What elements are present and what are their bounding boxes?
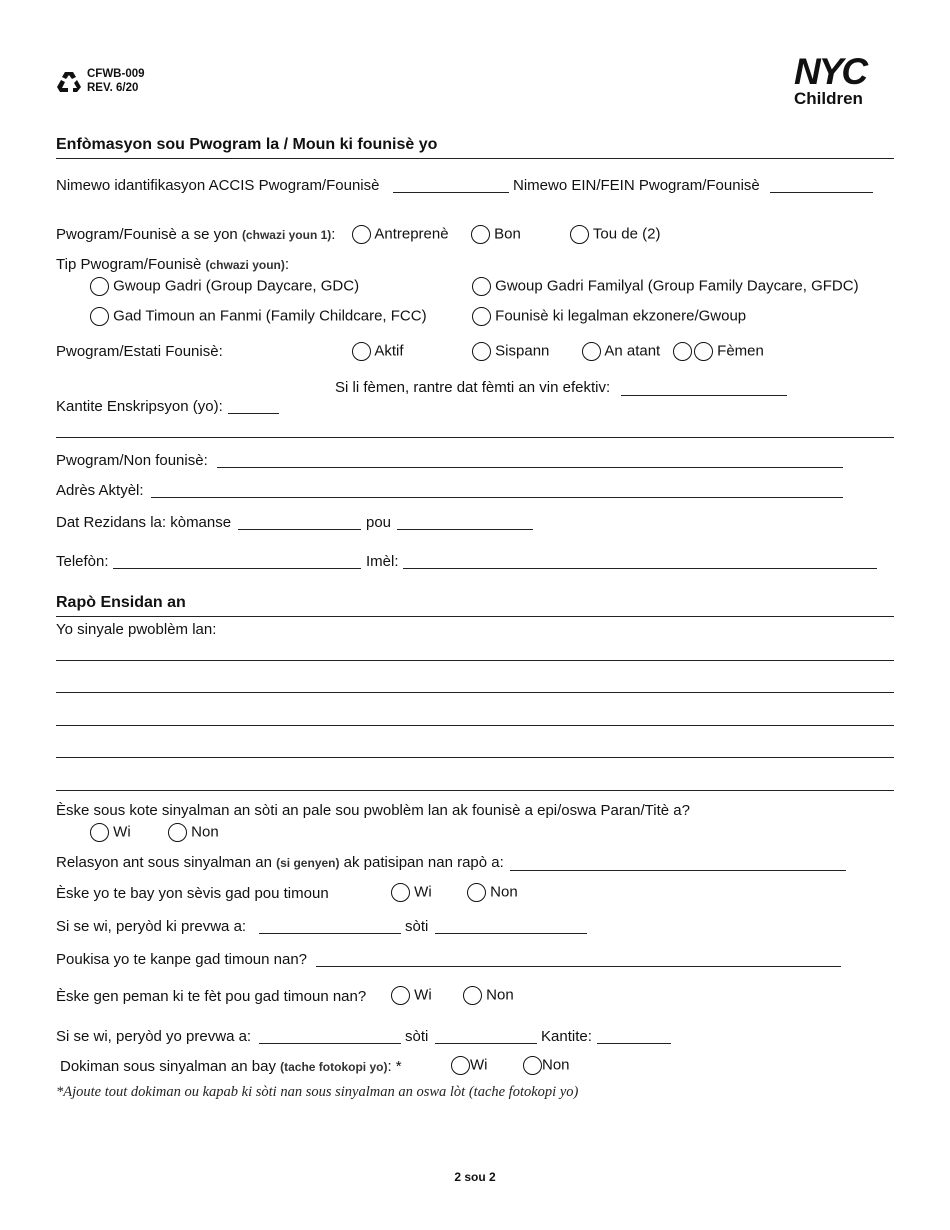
relation-label [56,854,504,871]
docs-yes-option[interactable] [451,1056,488,1075]
radio-icon[interactable] [471,225,490,244]
relation-hint: (si genyen) [276,856,340,870]
phone-label: Telefòn: [56,553,109,570]
status-option-suspended[interactable] [472,342,549,361]
radio-icon[interactable] [391,986,410,1005]
status-option-label: Aktif [374,342,404,360]
problem-line-5[interactable] [56,790,894,791]
parent-yes-option[interactable] [90,823,131,842]
provider-type-text: Pwogram/Founisè a se yon [56,226,238,243]
docs-hint: (tache fotokopi yo) [280,1060,388,1074]
no-label: Non [191,823,219,841]
status-option-label: Sispann [495,342,550,360]
radio-icon[interactable] [168,823,187,842]
provider-tip-colon: : [284,256,290,273]
radio-icon[interactable] [90,277,109,296]
radio-icon[interactable] [352,225,371,244]
section-title-program-info: Enfòmasyon sou Pwogram la / Moun ki founisè yo [56,136,438,153]
period-end-field[interactable] [435,933,587,934]
paid-period-end-field[interactable] [435,1043,537,1044]
provider-type-hint: (chwazi youn 1) [241,228,332,242]
provider-name-label: Pwogram/Non founisè: [56,452,208,469]
section-divider [56,437,894,438]
section-divider [56,616,894,617]
no-label: Non [486,986,514,1004]
residence-label: Dat Rezidans la: kòmanse [56,514,232,531]
service-question: Èske yo te bay yon sèvis gad pou timoun [56,885,329,902]
footnote: *Ajoute tout dokiman ou kapab ki sòti nan sous sinyalman an oswa lòt (tache fotokopi yo) [56,1084,579,1100]
type-option-entrepreneur[interactable] [352,225,449,244]
radio-icon[interactable] [582,342,601,361]
provider-tip-hint: (chwazi youn) [205,258,285,272]
residence-start-field[interactable] [238,529,361,530]
docs-label [60,1058,402,1075]
status-option-pending[interactable] [582,342,660,361]
radio-icon[interactable] [90,823,109,842]
type-option-label: Bon [494,225,521,243]
tip-option-label: Gwoup Gadri Familyal (Group Family Daycare, GFDC) [495,277,859,295]
radio-icon[interactable] [467,883,486,902]
period-label: Si se wi, peryòd ki prevwa a: [56,918,247,935]
radio-icon[interactable] [523,1056,542,1075]
amount-label: Kantite: [541,1028,592,1045]
radio-icon[interactable] [352,342,371,361]
ein-label: Nimewo EIN/FEIN Pwogram/Founisè [513,177,760,194]
type-option-label: Tou de (2) [592,225,661,243]
type-option-both[interactable] [570,225,660,244]
provider-name-field[interactable] [217,467,843,468]
radio-icon[interactable] [391,883,410,902]
parent-no-option[interactable] [168,823,219,842]
payment-question: Èske gen peman ki te fèt pou gad timoun nan? [56,988,367,1005]
closed-date-label: Si li fèmen, rantre dat fèmti an vin efektiv: [335,379,611,396]
tip-option-exempt[interactable] [472,307,746,326]
status-option-active[interactable] [352,342,404,361]
period-out-label: sòti [405,918,429,935]
residence-end-field[interactable] [397,529,533,530]
status-label: Pwogram/Estati Founisè: [56,343,223,360]
form-revision: REV. 6/20 [87,82,139,94]
radio-icon[interactable] [472,307,491,326]
problem-line-2[interactable] [56,692,894,693]
provider-tip-text: Tip Pwogram/Founisè [56,256,202,273]
paid-period-label: Si se wi, peryòd yo prevwa a: [56,1028,252,1045]
form-code: CFWB-009 [87,68,145,80]
status-option-label: Fèmen [717,342,764,360]
problem-line-4[interactable] [56,757,894,758]
amount-field[interactable] [597,1043,671,1044]
paid-period-start-field[interactable] [259,1043,401,1044]
no-label: Non [542,1056,570,1074]
yes-label: Wi [470,1056,488,1074]
type-option-voucher[interactable] [471,225,521,244]
email-field[interactable] [403,568,877,569]
payment-no-option[interactable] [463,986,514,1005]
relation-rest: ak patisipan nan rapò a: [343,854,504,871]
docs-no-option[interactable] [523,1056,570,1075]
problem-line-3[interactable] [56,725,894,726]
radio-icon[interactable] [694,342,713,361]
tip-option-label: Gwoup Gadri (Group Daycare, GDC) [113,277,360,295]
tip-option-label: Gad Timoun an Fanmi (Family Childcare, FCC) [113,307,427,325]
residence-to-label: pou [366,514,392,531]
section-divider [56,158,894,159]
accis-field[interactable] [393,192,509,193]
phone-field[interactable] [113,568,361,569]
status-option-label: An atant [604,342,661,360]
enrollment-label: Kantite Enskripsyon (yo): [56,398,223,415]
closed-date-field[interactable] [621,395,787,396]
provider-tip-label [56,256,289,273]
logo-bottom: Children [794,89,863,108]
provider-type-label [56,226,335,243]
reason-field[interactable] [316,966,841,967]
page-number: 2 sou 2 [454,1170,496,1184]
status-option-closed[interactable] [673,342,764,361]
problem-line-1[interactable] [56,660,894,661]
nyc-children-logo [794,51,894,108]
recycle-icon [56,70,82,98]
radio-icon[interactable] [472,342,491,361]
parent-question: Èske sous kote sinyalman an sòti an pale sou pwoblèm lan ak founisè a epi/oswa Paran/Titè a? [56,802,690,819]
tip-option-gdc[interactable] [90,277,359,296]
yes-label: Wi [414,986,432,1004]
docs-suffix: : * [387,1058,402,1075]
service-yes-option[interactable] [391,883,432,902]
ein-field[interactable] [770,192,873,193]
no-label: Non [490,883,518,901]
enrollment-field[interactable] [228,413,279,414]
logo-top: NYC [794,51,867,92]
type-option-label: Antreprenè [374,225,449,243]
relation-field[interactable] [510,870,846,871]
tip-option-label: Founisè ki legalman ekzonere/Gwoup [495,307,747,325]
reason-label: Poukisa yo te kanpe gad timoun nan? [56,951,308,968]
section-title-incident-report: Rapò Ensidan an [56,594,186,611]
tip-option-fcc[interactable] [90,307,427,326]
accis-label: Nimewo idantifikasyon ACCIS Pwogram/Founisè [56,177,380,194]
docs-text: Dokiman sous sinyalman an bay [60,1058,276,1075]
provider-type-colon: : [331,226,336,243]
relation-text: Relasyon ant sous sinyalman an [56,854,272,871]
paid-out-label: sòti [405,1028,429,1045]
problem-label: Yo sinyale pwoblèm lan: [56,621,217,638]
period-start-field[interactable] [259,933,401,934]
radio-icon[interactable] [90,307,109,326]
email-label: Imèl: [366,553,399,570]
radio-icon[interactable] [463,986,482,1005]
address-field[interactable] [151,497,843,498]
radio-icon[interactable] [472,277,491,296]
yes-label: Wi [113,823,131,841]
service-no-option[interactable] [467,883,518,902]
radio-icon[interactable] [570,225,589,244]
radio-icon[interactable] [451,1056,470,1075]
radio-icon[interactable] [673,342,692,361]
yes-label: Wi [414,883,432,901]
tip-option-gfdc[interactable] [472,277,859,296]
payment-yes-option[interactable] [391,986,432,1005]
address-label: Adrès Aktyèl: [56,482,144,499]
